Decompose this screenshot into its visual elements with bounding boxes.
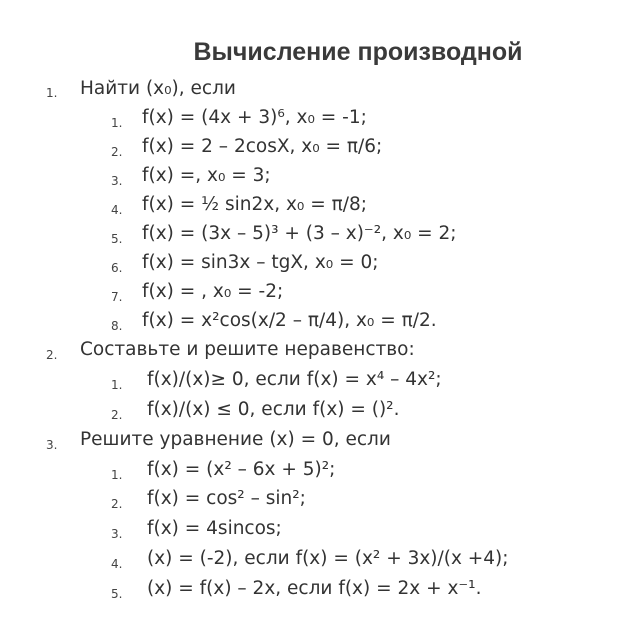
item-number: 1. — [111, 468, 123, 482]
page-title: Вычисление производной — [193, 38, 523, 66]
section-number: 1. — [46, 86, 58, 100]
item-number: 2. — [111, 408, 123, 422]
item-number: 5. — [111, 232, 123, 246]
list-item: f(x) = (4x + 3)⁶, x₀ = -1; — [142, 107, 367, 128]
item-number: 7. — [111, 290, 123, 304]
item-number: 3. — [111, 174, 123, 188]
list-item: (x) = (-2), если f(x) = (x² + 3x)/(x +4); — [147, 548, 509, 569]
item-number: 1. — [111, 378, 123, 392]
list-item: f(x) = 2 – 2cosX, x₀ = π/6; — [142, 136, 383, 157]
item-number: 4. — [111, 557, 123, 571]
list-item: f(x)/(x) ≤ 0, если f(x) = ()². — [147, 399, 400, 420]
section-number: 2. — [46, 348, 58, 362]
section-number: 3. — [46, 438, 58, 452]
item-number: 6. — [111, 261, 123, 275]
item-number: 2. — [111, 497, 123, 511]
section-heading: Найти (x₀), если — [80, 78, 236, 99]
item-number: 1. — [111, 116, 123, 130]
item-number: 3. — [111, 527, 123, 541]
list-item: f(x) =, x₀ = 3; — [142, 165, 271, 186]
list-item: f(x) = , x₀ = -2; — [142, 281, 284, 302]
list-item: f(x) = (3x – 5)³ + (3 – x)⁻², x₀ = 2; — [142, 223, 457, 244]
section-heading: Составьте и решите неравенство: — [80, 339, 415, 360]
item-number: 2. — [111, 145, 123, 159]
item-number: 8. — [111, 319, 123, 333]
section-heading: Решите уравнение (x) = 0, если — [80, 429, 391, 450]
item-number: 4. — [111, 203, 123, 217]
list-item: f(x) = 4sincos; — [147, 518, 282, 539]
list-item: f(x) = x²cos(x/2 – π/4), x₀ = π/2. — [142, 310, 437, 331]
list-item: f(x) = sin3x – tgX, x₀ = 0; — [142, 252, 379, 273]
list-item: f(x) = cos² – sin²; — [147, 488, 306, 509]
list-item: f(x) = (x² – 6x + 5)²; — [147, 459, 336, 480]
list-item: (x) = f(x) – 2x, если f(x) = 2x + x⁻¹. — [147, 578, 482, 599]
list-item: f(x) = ½ sin2x, x₀ = π/8; — [142, 194, 367, 215]
list-item: f(x)/(x)≥ 0, если f(x) = x⁴ – 4x²; — [147, 369, 442, 390]
item-number: 5. — [111, 587, 123, 601]
